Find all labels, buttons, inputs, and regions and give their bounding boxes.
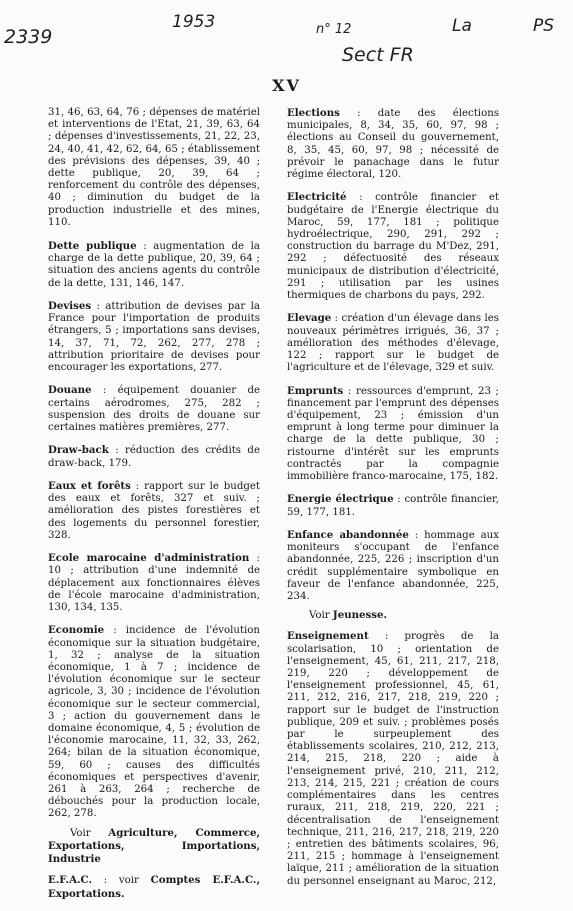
entry-text: : contrôle financier et budgétaire de l'Energie électrique du Maroc, 59, 177, 181 ; politique hydroélectrique, 290, 291, 292 ; construction du barrage du M'Dez, 291, 292 ; défectuosité des réseaux municipaux de distribution d'électricité, 291 ; utilisation par les usines thermiques de charbons du pays, 292.	[287, 192, 499, 302]
entry-reference: Comptes E.F.A.C., Exportations.	[48, 874, 260, 900]
index-entry	[48, 480, 260, 542]
page-number: XV	[272, 76, 301, 95]
entry-text: : voir	[92, 875, 151, 887]
index-entry	[48, 624, 260, 820]
see-also-prefix: Voir	[309, 610, 333, 622]
handwritten-initials: PS	[533, 16, 555, 36]
entry-term: Emprunts	[287, 384, 344, 397]
handwritten-section: Sect FR	[342, 44, 414, 66]
index-entry	[287, 493, 499, 518]
entry-term: Douane	[48, 384, 92, 397]
entry-text: : contrôle financier, 59, 177, 181.	[287, 494, 499, 518]
entry-text: : réduction des crédits de draw-back, 179.	[48, 445, 260, 469]
index-entry	[48, 384, 260, 434]
entry-term: Energie électrique	[287, 493, 394, 506]
index-entry	[287, 107, 499, 181]
index-entry	[48, 300, 260, 374]
entry-term: Elections	[287, 107, 340, 119]
index-column-left	[48, 107, 260, 911]
entry-text: : augmentation de la charge de la dette publique, 20, 39, 64 ; situation des anciens agents du contrôle de la dette, 131, 146, 147.	[48, 241, 261, 289]
index-entry	[287, 630, 499, 887]
entry-text: : 10 ; attribution d'une indemnité de déplacement aux fonctionnaires élèves de l'école marocaine d'administration, 130, 134, 135.	[48, 553, 260, 614]
handwritten-issue: n° 12	[316, 22, 352, 37]
entry-text: 31, 46, 63, 64, 76 ; dépenses de matériel et interventions de l'Etat, 21, 39, 63, 64 ; dépenses d'investissements, 21, 22, 23, 24, 40, 41, 42, 62, 64, 65 ; établissement des prévisions des dépenses, 39, 40 ; dette publique, 20, 39, 64 ; renforcement du contrôle des dépenses, 40 ; diminution du budget de la production industrielle et des mines, 110.	[48, 107, 260, 228]
index-entry	[48, 240, 260, 290]
entry-text: : ressources d'emprunt, 23 ; financement par l'emprunt des dépenses d'équipement, 23 ; émission d'un emprunt à long terme pour diminuer la charge de la dette publique, 30 ; ristourne d'intérêt sur les emprunts contractés par la compagnie immobilière franco-marocaine, 175, 182.	[287, 385, 499, 483]
entry-term: Elevage	[287, 312, 332, 325]
entry-term: Dette publique	[48, 240, 137, 253]
entry-text: : incidence de l'évolution économique sur la situation budgétaire, 1, 32 ; analyse de la situation économique, 1 à 7 ; incidence de l'évolution économique sur le secteur agricole, 3, 30 ; incidence de l'évolution économique sur le secteur commercial, 3 ; action du gouvernement dans le domaine économique, 4, 5 ; évolution de l'économie marocaine, 11, 32, 33, 262, 264; bilan de la situation économique, 59, 60 ; causes des difficultés économiques et perspectives d'avenir, 261 à 263, 264 ; recherche de débouchés pour la production locale, 262, 278.	[48, 625, 260, 820]
index-entry	[287, 312, 499, 374]
index-column-right	[287, 107, 499, 898]
see-also-terms: Jeunesse.	[332, 609, 388, 622]
see-also	[287, 609, 499, 622]
entry-term: Enseignement	[287, 630, 369, 643]
handwritten-publication: La	[452, 16, 472, 36]
index-entry	[48, 874, 260, 900]
entry-term: Enfance abandonnée	[287, 529, 409, 542]
entry-term: Electricité	[287, 191, 347, 204]
entry-text: : attribution de devises par la France pour l'importation de produits étrangers, 5 ; importations sans devises, 14, 37, 71, 72, 262, 277, 278 ; attribution prioritaire de devises pour encourager les exportations, 277.	[48, 301, 260, 374]
entry-text: : date des élections municipales, 8, 34, 35, 60, 97, 98 ; élections au Conseil du gouvernement, 8, 35, 45, 60, 97, 98 ; nécessité de prévoir le panachage dans le futur régime électoral, 120.	[287, 108, 499, 181]
index-entry	[287, 529, 499, 603]
see-also	[48, 827, 260, 867]
entry-text: : rapport sur le budget des eaux et forêts, 327 et suiv. ; amélioration des pistes forestières et des logements du personnel forestier, 328.	[48, 481, 260, 541]
index-entry	[48, 107, 260, 229]
entry-term: E.F.A.C.	[48, 874, 92, 887]
entry-text: : création d'un élevage dans les nouveaux périmètres irrigués, 36, 37 ; amélioration des méthodes d'élevage, 122 ; rapport sur le budget de l'agriculture et de l'élevage, 329 et suiv.	[287, 313, 499, 374]
entry-term: Devises	[48, 300, 92, 313]
see-also-prefix: Voir	[70, 827, 109, 839]
index-entry	[287, 191, 499, 302]
handwritten-year: 1953	[172, 12, 216, 32]
handwritten-archive-number: 2339	[4, 26, 53, 48]
entry-term: Eaux et forêts	[48, 480, 131, 493]
see-also-terms: Agriculture, Commerce, Exportations, Importations, Industrie	[48, 826, 261, 866]
entry-term: Economie	[48, 624, 105, 637]
index-entry	[48, 552, 260, 614]
entry-term: Ecole marocaine d'administration	[48, 552, 250, 565]
entry-text: : hommage aux moniteurs s'occupant de l'enfance abandonnée, 225, 226 ; inscription d'un crédit supplémentaire symbolique en faveur de l'enfance abandonnée, 225, 234.	[287, 530, 499, 603]
entry-text: : progrès de la scolarisation, 10 ; orientation de l'enseignement, 45, 61, 211, 217, 218, 219, 220 ; développement de l'enseignement professionnel, 45, 61, 211, 212, 216, 217, 218, 219, 220 ; rapport sur le budget de l'instruction publique, 209 et suiv. ; problèmes posés par le surpeuplement des établissements scolaires, 210, 212, 213, 214, 215, 218, 220 ; aide à l'enseignement privé, 210, 211, 212, 213, 214, 215, 221 ; création de cours complémentaires dans les centres ruraux, 211, 218, 219, 220, 221 ; décentralisation de l'enseignement technique, 211, 216, 217, 218, 219, 220 ; entretien des bâtiments scolaires, 96, 211, 215 ; hommage à l'enseignement laïque, 211 ; amélioration de la situation du personnel enseignant au Maroc, 212,	[287, 631, 499, 887]
index-entry	[287, 385, 499, 484]
entry-term: Draw-back	[48, 444, 109, 457]
index-entry	[48, 444, 260, 469]
entry-text: : équipement douanier de certains aérodromes, 275, 282 ; suspension des droits de douane sur certaines matières premières, 277.	[48, 385, 260, 434]
